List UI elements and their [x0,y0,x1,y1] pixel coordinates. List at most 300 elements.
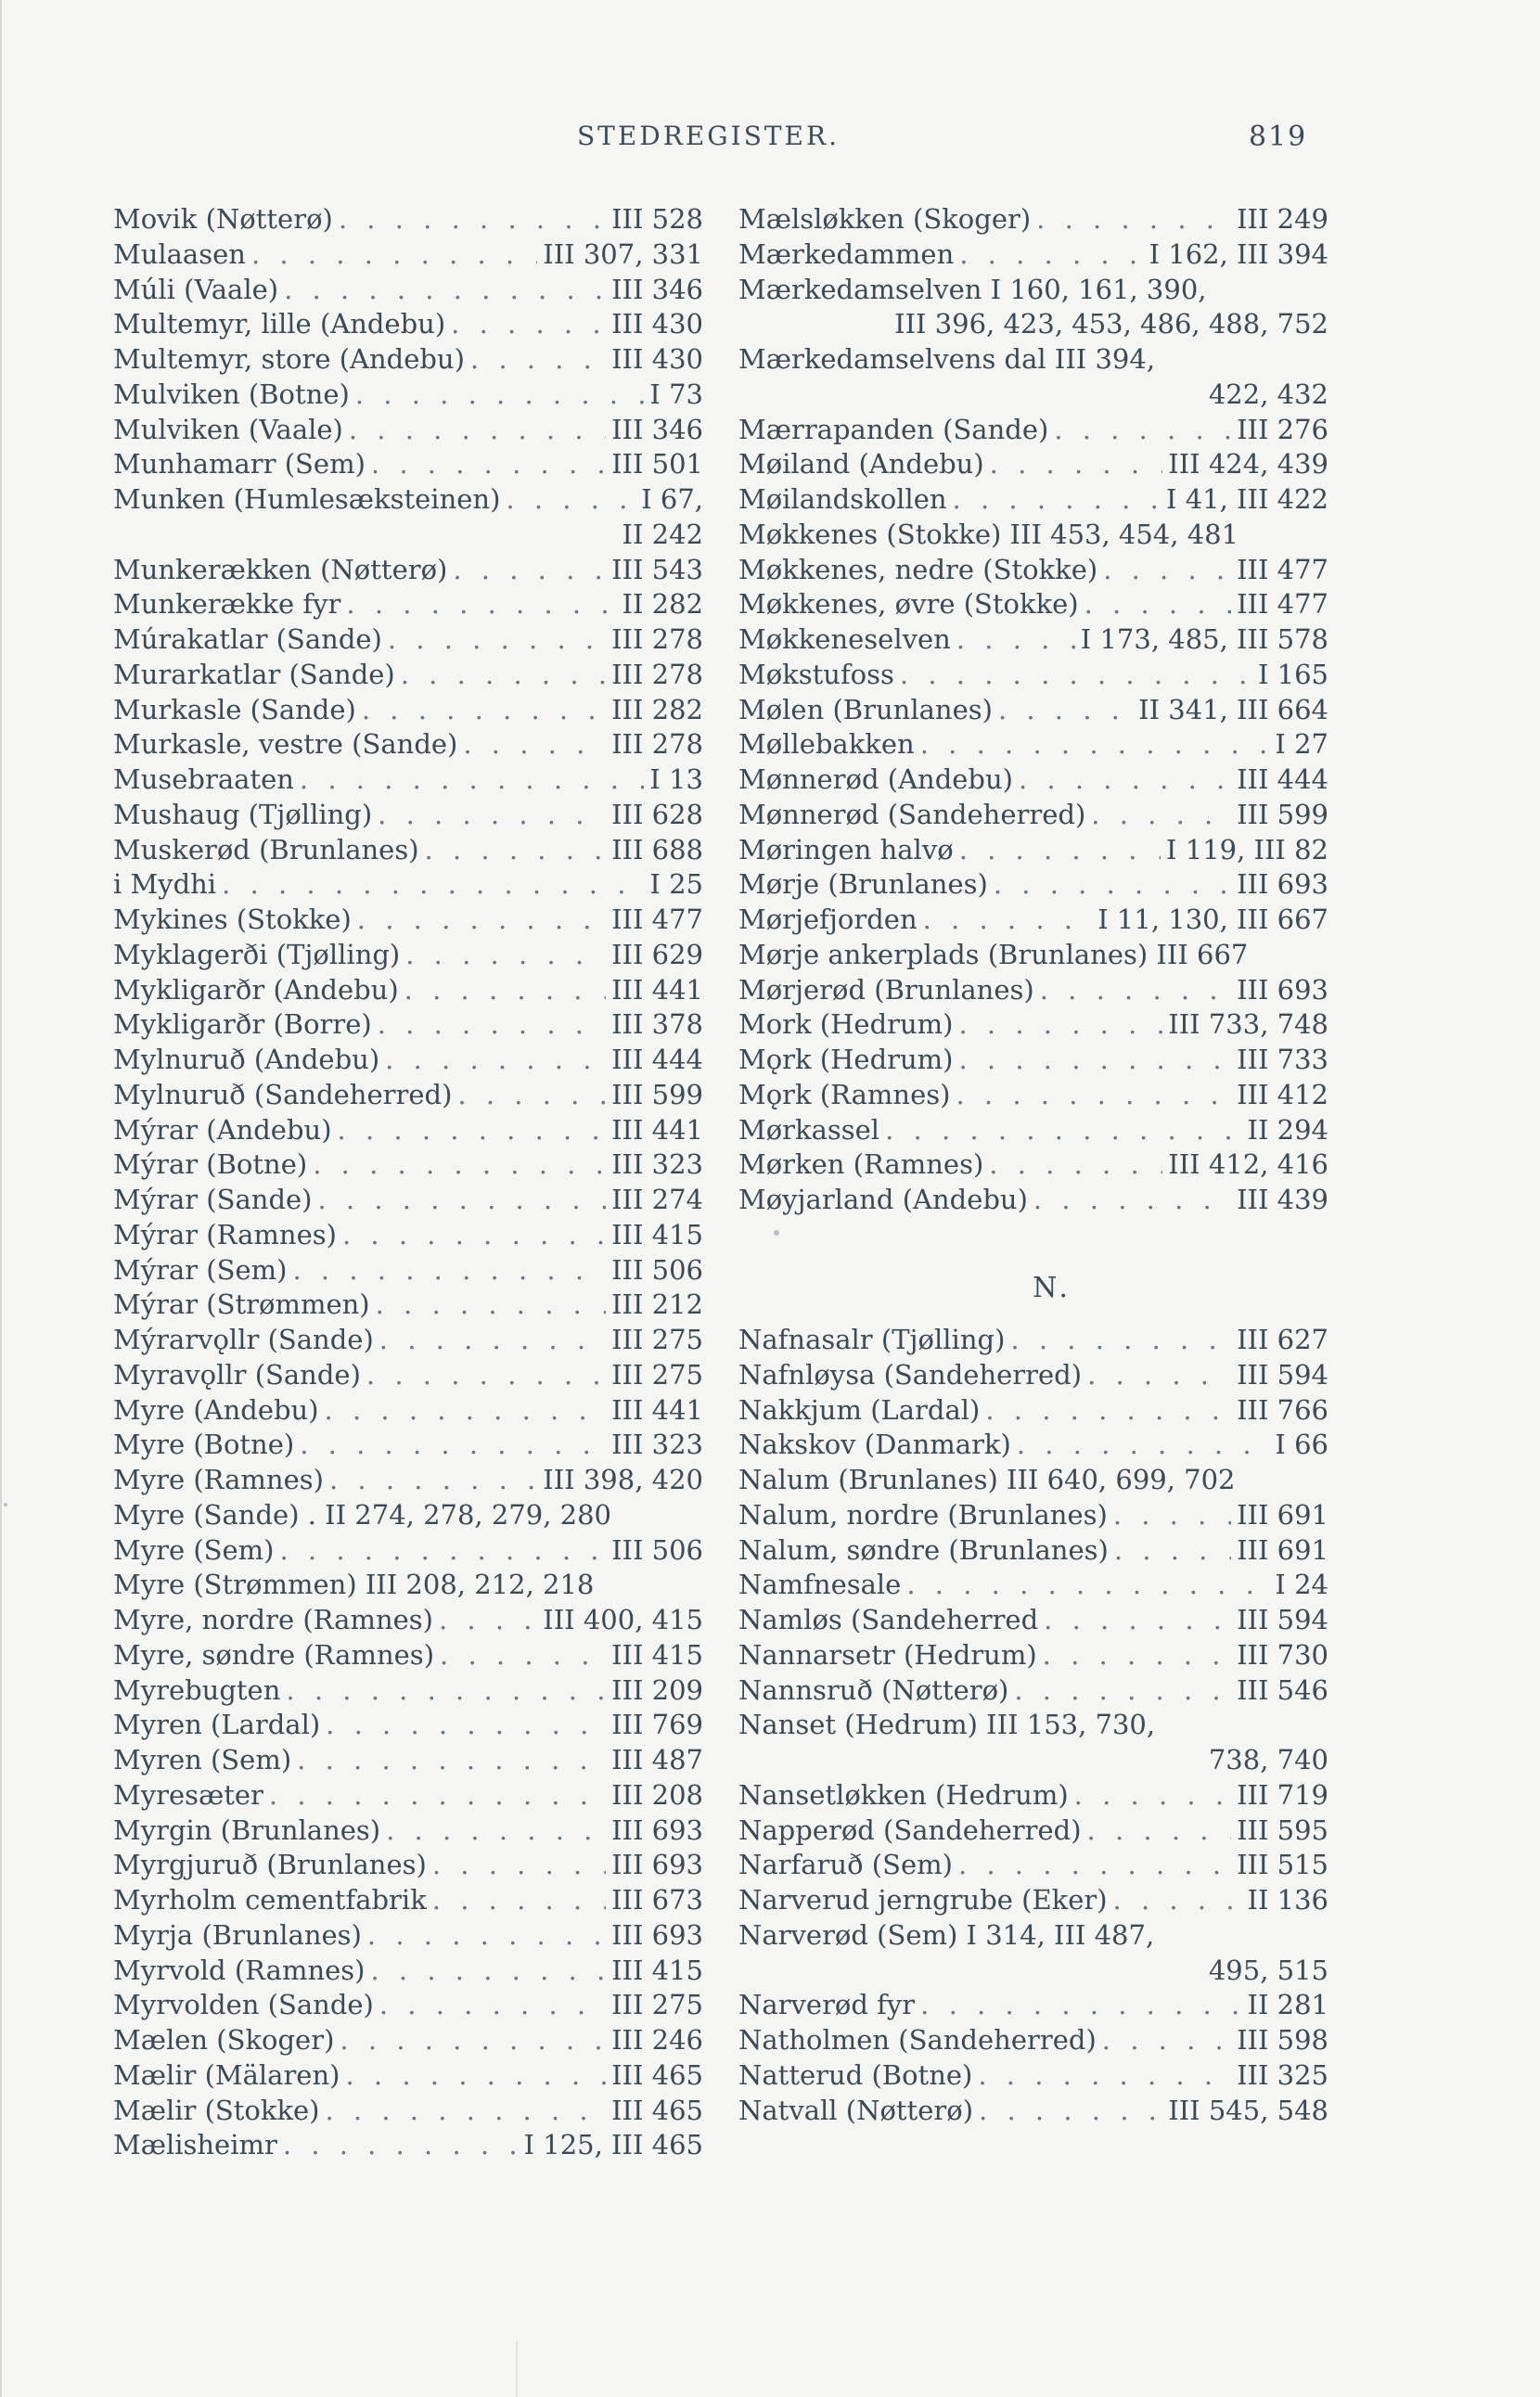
entry-name: Mykines (Stokke) [113,904,352,935]
index-entry [113,2023,703,2058]
entry-name: Mylnuruð (Andebu) [113,1044,380,1075]
entry-name: Møkkenes, øvre (Stokke) [738,588,1079,621]
index-entry [738,1147,1328,1183]
dot-leader [326,2094,607,2129]
entry-reference: III 629 [611,938,703,970]
index-entry [738,342,1328,378]
index-entry [113,1043,703,1078]
index-entry [113,1113,703,1148]
entry-reference: III 278 [611,658,703,690]
index-entry [738,1814,1328,1849]
entry-reference: III 594 [1237,1604,1328,1635]
index-entry [113,763,703,798]
index-entry [113,727,703,763]
index-entry [738,622,1328,658]
entry-name: Nakkjum (Lardal) [738,1393,981,1426]
dot-leader [979,2094,1162,2129]
entry-name: Myre (Strømmen) III 208, 212, 218 [113,1569,595,1601]
dot-leader [300,1428,606,1463]
dot-leader [451,307,606,342]
index-entry [113,1288,703,1323]
entry-name: Møkstufoss [738,658,894,690]
dot-leader [357,903,606,938]
entry-reference: III 209 [611,1673,703,1706]
index-entry [113,237,703,273]
entry-reference: III 307, 331 [543,237,703,270]
index-entry [738,518,1328,553]
index-entry [113,1743,703,1778]
index-entry [738,1323,1328,1358]
entry-reference: III 594 [1237,1358,1328,1391]
entry-name: Munken (Humlesæksteinen) [113,483,501,515]
dot-leader [286,1673,606,1709]
dot-leader [453,553,606,588]
index-entry [738,553,1328,588]
dot-leader [425,833,607,868]
entry-name: Natholmen (Sandeherred) [738,2024,1097,2056]
index-entry [113,938,703,973]
entry-reference: III 719 [1237,1778,1328,1811]
entry-name: Namløs (Sandeherred [738,1604,1039,1635]
index-entry [738,693,1328,728]
entry-name: Nakskov (Danmark) [738,1429,1011,1461]
index-entry [113,1147,703,1183]
left-column [113,202,703,2163]
dot-leader [326,1708,606,1743]
index-entry [738,273,1328,308]
index-entry [738,1007,1328,1043]
dot-leader [923,903,1093,938]
entry-reference: III 415 [611,1954,703,1986]
entry-reference: III 693 [611,1918,703,1951]
entry-reference: III 599 [611,1078,703,1110]
index-entry [113,482,703,518]
entry-reference: III 276 [1237,413,1328,445]
dot-leader [283,2128,519,2163]
entry-name: Musebraaten [113,763,294,795]
dot-leader [958,1848,1231,1883]
entry-name: Møringen halvø [738,833,954,865]
entry-name: Mykligarðr (Andebu) [113,973,399,1006]
entry-name: Napperød (Sandeherred) [738,1814,1082,1846]
index-entry [113,798,703,833]
index-entry [113,693,703,728]
index-entry [738,833,1328,868]
index-entry [738,1918,1328,1954]
entry-name: Myrvolden (Sande) [113,1989,374,2021]
dot-leader [994,867,1231,903]
entry-name: Mælen (Skoger) [113,2024,335,2056]
index-entry [738,1848,1328,1883]
dot-leader [959,833,1161,868]
index-entry [738,447,1328,482]
right-column [738,202,1328,2128]
dot-leader [1054,413,1231,448]
entry-reference: III 278 [611,728,703,761]
index-entry [738,727,1328,763]
entry-name: Mønnerød (Andebu) [738,763,1013,795]
dot-leader [318,1183,607,1218]
entry-reference: I 67, [641,483,703,515]
entry-name: Nannsruð (Nøtterø) [738,1673,1009,1706]
entry-reference: III 275 [611,1989,703,2021]
entry-name: Murarkatlar (Sande) [113,658,395,690]
entry-reference: III 444 [611,1044,703,1075]
entry-name: Mulviken (Botne) [113,378,350,410]
entry-reference: III 323 [611,1148,703,1181]
entry-reference: I 24 [1275,1569,1328,1601]
index-entry [113,1323,703,1358]
index-entry [738,1883,1328,1918]
entry-reference: I 25 [649,868,703,901]
entry-reference: III 246 [611,2024,703,2056]
entry-reference: III 693 [1237,868,1328,901]
entry-reference: III 693 [1237,973,1328,1006]
entry-reference: III 400, 415 [543,1604,703,1635]
entry-reference: II 341, III 664 [1138,693,1328,725]
entry-reference: III 424, 439 [1168,448,1328,481]
dot-leader [1040,973,1231,1008]
entry-name: Mýrar (Ramnes) [113,1218,337,1250]
entry-reference: I 27 [1275,728,1328,761]
entry-name: Møkkenes, nedre (Stokke) [738,553,1098,585]
dot-leader [1036,202,1231,237]
entry-reference: III 398, 420 [543,1464,703,1495]
entry-name: Murkasle, vestre (Sande) [113,728,458,761]
entry-name: Myre, nordre (Ramnes) [113,1604,433,1635]
dot-leader [920,1988,1241,2023]
dot-leader [284,273,606,308]
entry-name: Møkkenes (Stokke) III 453, 454, 481 [738,518,1239,550]
entry-reference: III 465 [611,2058,703,2091]
entry-name: Myrgjuruð (Brunlanes) [113,1849,427,1881]
dot-leader [339,202,606,237]
entry-name: Myren (Lardal) [113,1709,321,1741]
dot-leader [346,587,616,622]
index-entry [738,1498,1328,1533]
index-entry [113,273,703,308]
entry-name: Mørje ankerplads (Brunlanes) III 667 [738,938,1249,970]
index-entry [113,1814,703,1849]
index-entry [738,482,1328,518]
index-entry [113,1988,703,2023]
index-entry [738,1603,1328,1638]
dot-leader [457,1078,606,1113]
index-entry [738,658,1328,693]
entry-reference: I 11, 130, III 667 [1097,904,1328,935]
entry-reference: III 275 [611,1358,703,1391]
dot-leader [401,658,606,693]
entry-reference: I 125, III 465 [523,2129,703,2161]
index-entry [113,587,703,622]
dot-leader [1113,1498,1231,1533]
entry-name: Nannarsetr (Hedrum) [738,1638,1037,1671]
entry-continuation: II 242 [622,518,703,550]
dot-leader [998,693,1133,728]
dot-leader [349,413,606,448]
entry-reference: I 73 [649,378,703,410]
dot-leader [251,237,537,273]
index-entry [738,1988,1328,2023]
dot-leader [1091,798,1231,833]
entry-reference: III 278 [611,623,703,655]
entry-name: Mælir (Stokke) [113,2094,320,2126]
index-entry [738,2058,1328,2094]
entry-reference: III 733 [1237,1044,1328,1075]
index-entry [113,1428,703,1463]
entry-reference: III 346 [611,273,703,305]
entry-name: Mærkedamselvens dal III 394, [738,343,1156,375]
entry-name: Mýrar (Andebu) [113,1113,332,1146]
dot-leader [1114,1533,1231,1569]
dot-leader [885,1113,1241,1148]
entry-name: Mǫrk (Hedrum) [738,1044,954,1075]
entry-reference: III 378 [611,1008,703,1041]
index-entry [113,1183,703,1218]
dot-leader [1033,1183,1231,1218]
entry-name: Myresæter [113,1778,263,1811]
entry-name: Movik (Nøtterø) [113,203,333,235]
index-entry [738,1428,1328,1463]
entry-continuation: 738, 740 [1208,1744,1328,1775]
entry-name: Nalum, søndre (Brunlanes) [738,1533,1109,1566]
index-entry [738,903,1328,938]
dot-leader [978,2058,1231,2094]
entry-reference: III 430 [611,308,703,340]
entry-reference: III 275 [611,1324,703,1355]
entry-name: Munkerækken (Nøtterø) [113,553,448,585]
entry-name: Mylnuruð (Sandeherred) [113,1078,453,1110]
entry-name: Myre (Sem) [113,1533,275,1566]
dot-leader [990,447,1163,482]
entry-reference: III 412, 416 [1168,1148,1328,1181]
entry-name: Murkasle (Sande) [113,693,356,725]
entry-reference: III 465 [611,2094,703,2126]
index-entry [113,1603,703,1638]
entry-name: Mærkedamselven I 160, 161, 390, [738,273,1207,305]
dot-leader [1019,763,1231,798]
dot-leader [313,1147,606,1183]
dot-leader [959,1043,1232,1078]
dot-leader [432,1883,606,1918]
dot-leader [370,1954,606,1989]
entry-reference: III 598 [1237,2024,1328,2056]
dot-leader [379,1323,606,1358]
dot-leader [342,1218,606,1253]
entry-continuation: 422, 432 [1208,378,1328,410]
entry-name: Nafnløysa (Sandeherred) [738,1358,1083,1391]
dot-leader [1102,2023,1231,2058]
entry-name: Multemyr, lille (Andebu) [113,308,446,340]
index-entry [113,307,703,342]
index-entry [738,1078,1328,1113]
entry-reference: II 294 [1247,1113,1328,1146]
index-entry [113,1533,703,1569]
index-entry [738,867,1328,903]
dot-leader [379,1988,606,2023]
index-entry [113,1498,703,1533]
entry-name: Mølen (Brunlanes) [738,693,993,725]
entry-reference: III 546 [1237,1673,1328,1706]
dot-leader [386,1814,606,1849]
entry-reference: III 477 [1237,588,1328,621]
index-entry [113,658,703,693]
dot-leader [269,1778,606,1814]
entry-reference: III 543 [611,553,703,585]
index-entry [113,202,703,237]
dot-leader [906,1568,1269,1603]
entry-reference: III 545, 548 [1168,2094,1328,2126]
dot-leader [329,1463,537,1498]
entry-name: Møyjarland (Andebu) [738,1184,1028,1215]
entry-name: Munkerække fyr [113,588,341,621]
entry-reference: III 444 [1237,763,1328,795]
dot-leader [1043,1638,1231,1673]
index-entry [113,867,703,903]
entry-reference: III 441 [611,1113,703,1146]
index-entry [113,1638,703,1673]
dot-leader [297,1743,606,1778]
entry-reference: I 165 [1257,658,1328,690]
dot-leader [956,622,1075,658]
index-entry [113,1848,703,1883]
entry-reference: I 173, 485, III 578 [1080,623,1328,655]
entry-name: Myrgin (Brunlanes) [113,1814,381,1846]
entry-name: Myklagerði (Tjølling) [113,938,401,970]
index-entry [113,2058,703,2094]
dot-leader [959,1007,1163,1043]
index-entry [738,938,1328,973]
index-entry [113,833,703,868]
entry-reference: III 282 [611,693,703,725]
entry-name: Mýrar (Botne) [113,1148,308,1181]
entry-name: Mýrar (Sande) [113,1184,313,1215]
index-entry [738,1568,1328,1603]
dot-leader [956,1078,1231,1113]
index-entry [113,622,703,658]
entry-name: Mælir (Mälaren) [113,2058,340,2091]
index-entry [738,1358,1328,1393]
entry-reference: III 673 [611,1884,703,1916]
entry-reference: III 693 [611,1849,703,1881]
index-entry [738,1393,1328,1429]
entry-name: Narfaruð (Sem) [738,1849,953,1881]
entry-reference: III 487 [611,1744,703,1775]
print-speck [4,1503,7,1506]
entry-name: Mørjefjorden [738,904,918,935]
dot-leader [1103,553,1231,588]
entry-reference: III 691 [1237,1498,1328,1531]
index-entry [113,1778,703,1814]
dot-leader [1010,1323,1231,1358]
entry-name: Nalum (Brunlanes) III 640, 699, 702 [738,1464,1236,1495]
entry-reference: III 477 [611,904,703,935]
entry-reference: III 595 [1237,1814,1328,1846]
index-entry [738,1113,1328,1148]
index-entry [738,973,1328,1008]
running-title: STEDREGISTER. [577,121,840,151]
entry-reference: III 506 [611,1253,703,1286]
index-entry [113,1918,703,1954]
entry-name: Mýrar (Sem) [113,1253,288,1286]
dot-leader [405,938,606,973]
dot-leader [385,1043,606,1078]
entry-name: Myravǫllr (Sande) [113,1358,361,1391]
dot-leader [1074,1778,1231,1814]
dot-leader [279,1533,606,1569]
index-entry [738,798,1328,833]
entry-reference: III 325 [1237,2058,1328,2091]
dot-leader [300,763,645,798]
index-entry [113,1673,703,1709]
entry-name: Nanset (Hedrum) III 153, 730, [738,1709,1156,1741]
index-entry [113,1568,703,1603]
dot-leader [367,1918,606,1954]
index-entry [113,903,703,938]
entry-reference: III 515 [1237,1849,1328,1881]
entry-reference: III 766 [1237,1393,1328,1426]
entry-name: Multemyr, store (Andebu) [113,343,465,375]
index-entry [113,1954,703,1989]
dot-leader [371,447,606,482]
index-entry [738,1463,1328,1498]
index-entry [113,2128,703,2163]
dot-leader [439,1603,537,1638]
entry-reference: III 477 [1237,553,1328,585]
entry-name: Myren (Sem) [113,1744,292,1775]
entry-reference: I 66 [1275,1429,1328,1461]
dot-leader [1113,1883,1242,1918]
entry-reference: III 730 [1237,1638,1328,1671]
entry-reference: III 415 [611,1638,703,1671]
dot-leader [432,1848,606,1883]
entry-reference: III 627 [1237,1324,1328,1355]
index-entry [113,1883,703,1918]
entry-continuation: 495, 515 [1208,1954,1328,1986]
index-entry [113,1358,703,1393]
index-entry [113,378,703,413]
entry-name: Mushaug (Tjølling) [113,798,373,830]
entry-name: Mælisheimr [113,2129,277,2161]
dot-leader [985,1393,1231,1429]
entry-name: Myrholm cementfabrik [113,1884,427,1916]
section-heading: N. [1033,1271,1072,1304]
dot-leader [1017,1428,1270,1463]
entry-reference: III 506 [611,1533,703,1566]
entry-reference: III 733, 748 [1168,1008,1328,1041]
index-entry [113,1393,703,1429]
dot-leader [292,1253,606,1288]
page-edge [0,0,2,2397]
entry-name: Mulviken (Vaale) [113,413,343,445]
entry-reference: III 346 [611,413,703,445]
dot-leader [376,1288,606,1323]
entry-name: Múrakatlar (Sande) [113,623,382,655]
index-entry [113,1218,703,1253]
entry-name: Myrja (Brunlanes) [113,1918,362,1951]
entry-name: Mærkedammen [738,237,955,270]
dot-leader [440,1638,606,1673]
dot-leader [506,482,635,518]
entry-reference: III 628 [611,798,703,830]
index-entry [738,1708,1328,1743]
entry-name: Myre (Sande) . II 274, 278, 279, 280 [113,1498,612,1531]
entry-name: Narverud jerngrube (Eker) [738,1884,1108,1916]
dot-leader [959,237,1143,273]
index-entry [738,2023,1328,2058]
dot-leader [362,693,606,728]
entry-continuation: III 396, 423, 453, 486, 488, 752 [894,308,1328,340]
